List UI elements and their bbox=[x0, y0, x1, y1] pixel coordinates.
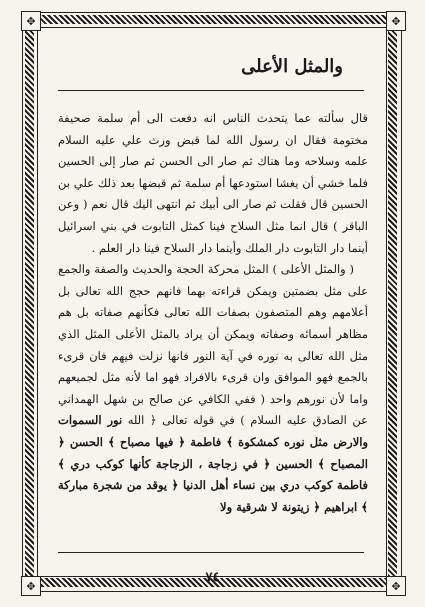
quran-verse-line: الزجاجة كأنها كوكب دري ﴾ فاطمة كوكب دري بين نساء أهل bbox=[58, 456, 368, 493]
text-line: ( والمثل الأعلى ) المثل محركة الحجة والحديث والصفة bbox=[90, 262, 354, 277]
text-line: أبيك ثم انتهى اليك قال نعم ( وعن الباقر ) قال انما مثل bbox=[58, 197, 368, 233]
page-title: والمثل الأعلى bbox=[241, 56, 343, 77]
quran-verse-line: الدنيا ﴿ يوقد من شجرة مباركة ﴾ ابراهيم ﴿ زيتونة لا شرقية ولا bbox=[58, 478, 368, 514]
paragraph bbox=[58, 259, 368, 518]
quran-verse-line: نور السموات والارض مثل نوره كمشكوة ﴾ فاطمة ﴿ فيها bbox=[58, 413, 368, 449]
header-rule bbox=[58, 90, 364, 91]
paragraph bbox=[58, 108, 368, 259]
text-line: فيهم فان قرىء بالجمع فهو الموافق وان قرىء بالافراد فهو اما لأنه bbox=[58, 348, 368, 385]
text-line: مثل لجميعهم واما لأن نورهم واحد ( ففي الكافي عن صالح بن bbox=[58, 370, 368, 406]
corner-ornament-icon: ✥ bbox=[386, 576, 406, 596]
text-line: تعالى بل أعلامهم وهم المتصفون بصفات الله تعالى فكأنهم bbox=[58, 283, 368, 320]
corner-ornament-icon: ✥ bbox=[386, 11, 406, 31]
corner-ornament-icon: ✥ bbox=[21, 576, 41, 596]
text-line: صفاته بل هم مظاهر أسمائه وصفاته ويمكن أن يراد بالمثل bbox=[58, 305, 368, 341]
text-line: قال سألته عما يتحدث الناس انه دفعت الى أم سلمة bbox=[90, 111, 368, 125]
text-line: صار إلى الحسين فلما خشي أن يغشا استودعها أم سلمة ثم bbox=[58, 154, 369, 190]
footer-rule bbox=[58, 552, 364, 553]
text-line: السلام علمه وسلاحه وما هناك ثم صار الى الحسن ثم bbox=[58, 132, 368, 169]
text-line: صحيفة مختومة فقال ان رسول الله لما قبض ورث علي عليه bbox=[58, 111, 368, 147]
body-text bbox=[58, 108, 368, 518]
text-line: والجمع على مثل بضمتين ويمكن قراءته بهما فانهم حجج الله bbox=[58, 262, 368, 298]
text-line: دار الملك وأينما دار السلاح فينا دار العلم . bbox=[91, 240, 290, 255]
text-line: السلاح فينا كمثل التابوت في بني اسرائيل أينما دار التابوت bbox=[58, 218, 368, 255]
text-line: قبضها بعد ذلك علي بن الحسين قال فقلت ثم صار الى bbox=[58, 175, 368, 212]
text-line: الأعلى المثل الذي مثل الله تعالى به نوره في آية النور فانها نزلت bbox=[58, 326, 368, 363]
page-number: ٧٤ bbox=[205, 570, 220, 585]
corner-ornament-icon: ✥ bbox=[21, 11, 41, 31]
text-line: شهل الهمداني عن الصادق عليه السلام ) في قوله تعالى ﴿ الله bbox=[58, 391, 368, 428]
quran-verse-line: مصباح ﴾ الحسن ﴿ المصباح ﴾ الحسين ﴿ في زجاجة ، bbox=[58, 434, 368, 471]
